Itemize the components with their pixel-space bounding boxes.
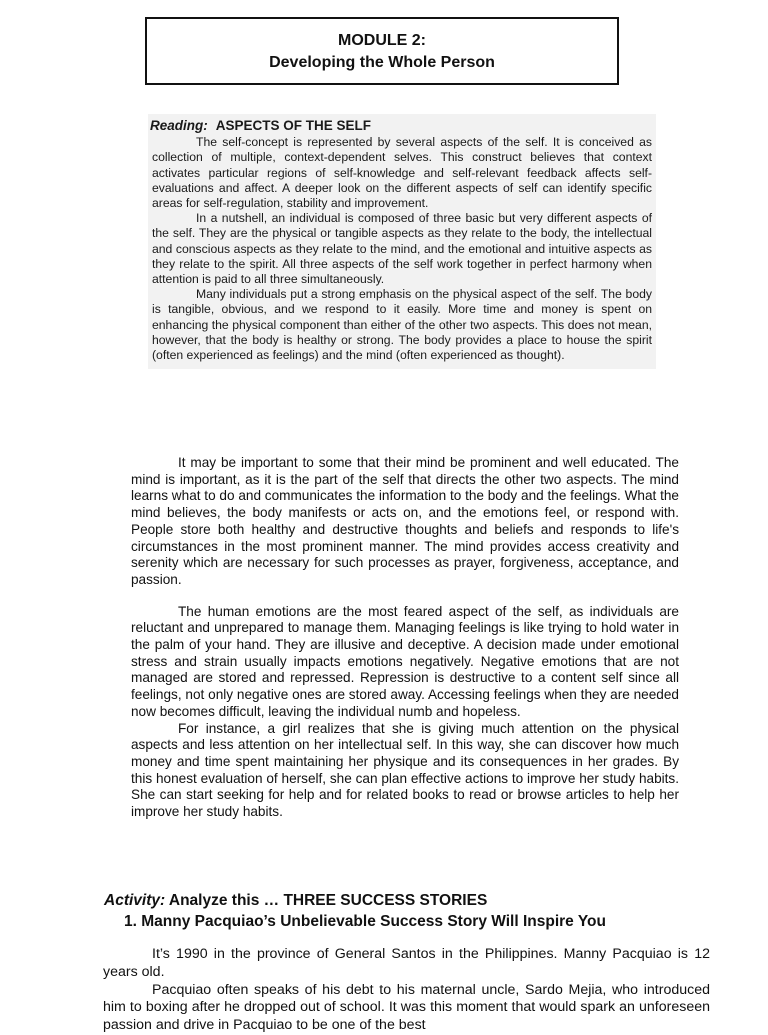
module-subtitle: Developing the Whole Person	[269, 54, 495, 71]
reading-paragraph: The self-concept is represented by several aspects of the self. It is conceived as collection of multiple, context-dependent selves. This construct believes that context activates particular regions of self-knowledge and self-relevant feedback affects self-evaluations and affect. A deeper look on the different aspects of self can identify specific areas for self-regulation, stability and improvement.	[152, 135, 652, 211]
reading-heading	[150, 118, 656, 133]
reading-paragraph: In a nutshell, an individual is composed of three basic but very different aspects of the self. They are the physical or tangible aspects as they relate to the body, the intellectual and conscious aspects as they relate to the mind, and the emotional and intuitive aspects as they relate to the spirit. All three aspects of the self work together in perfect harmony when attention is paid to all three simultaneously.	[152, 211, 652, 287]
body-text-section	[131, 455, 679, 821]
story-text	[103, 946, 710, 1035]
body-paragraph: For instance, a girl realizes that she is giving much attention on the physical aspects and less attention on her intellectual self. In this way, she can discover how much money and time spent maintaining her physique and its consequences in her grades. By this honest evaluation of herself, she can plan effective actions to improve her study habits. She can start seeking for help and for related books to read or browse articles to help her improve her study habits.	[131, 720, 679, 820]
activity-label: Activity:	[104, 892, 166, 909]
module-title-box	[145, 17, 619, 85]
body-paragraph: It may be important to some that their mind be prominent and well educated. The mind is important, as it is the part of the self that directs the other two aspects. The mind learns what to do and communicates the information to the body and the feelings. What the mind believes, the body manifests or acts on, and the emotions feel, or respond with. People store both healthy and destructive thoughts and beliefs and responds to life's circumstances in the most prominent manner. The mind provides access creativity and serenity which are necessary for such processes as prayer, forgiveness, acceptance, and passion.	[131, 455, 679, 587]
reading-label: Reading:	[150, 118, 208, 133]
story-paragraph: It’s 1990 in the province of General Santos in the Philippines. Manny Pacquiao is 12 years old.	[103, 946, 710, 980]
activity-title-line	[104, 890, 684, 911]
body-paragraph: The human emotions are the most feared aspect of the self, as individuals are reluctant and unprepared to manage them. Managing feelings is like trying to hold water in the palm of your hand. They are illusive and deceptive. A decision made under emotional stress and strain usually impacts emotions negatively. Negative emotions that are not managed are stored and repressed. Repression is destructive to a content self since all feelings, not only negative ones are stored away. Accessing feelings when they are needed now becomes difficult, leaving the individual numb and hopeless.	[131, 603, 679, 719]
reading-excerpt	[148, 114, 656, 369]
reading-title: ASPECTS OF THE SELF	[215, 118, 372, 133]
story-paragraph: Pacquiao often speaks of his debt to his maternal uncle, Sardo Mejia, who introduced him to boxing after he dropped out of school. It was this moment that would spark an unforeseen passion and drive in Pacquiao to be one of the best	[103, 981, 710, 1034]
reading-paragraph: Many individuals put a strong emphasis on the physical aspect of the self. The body is tangible, obvious, and we respond to it easily. More time and money is spent on enhancing the physical component than either of the other two aspects. This does not mean, however, that the body is healthy or strong. The body provides a place to house the spirit (often experienced as feelings) and the mind (often experienced as thought).	[152, 287, 652, 363]
activity-title: Analyze this … THREE SUCCESS STORIES	[168, 892, 488, 909]
module-title: MODULE 2:	[338, 32, 426, 49]
activity-heading	[104, 890, 684, 932]
activity-item: 1. Manny Pacquiao’s Unbelievable Success Story Will Inspire You	[124, 913, 606, 930]
